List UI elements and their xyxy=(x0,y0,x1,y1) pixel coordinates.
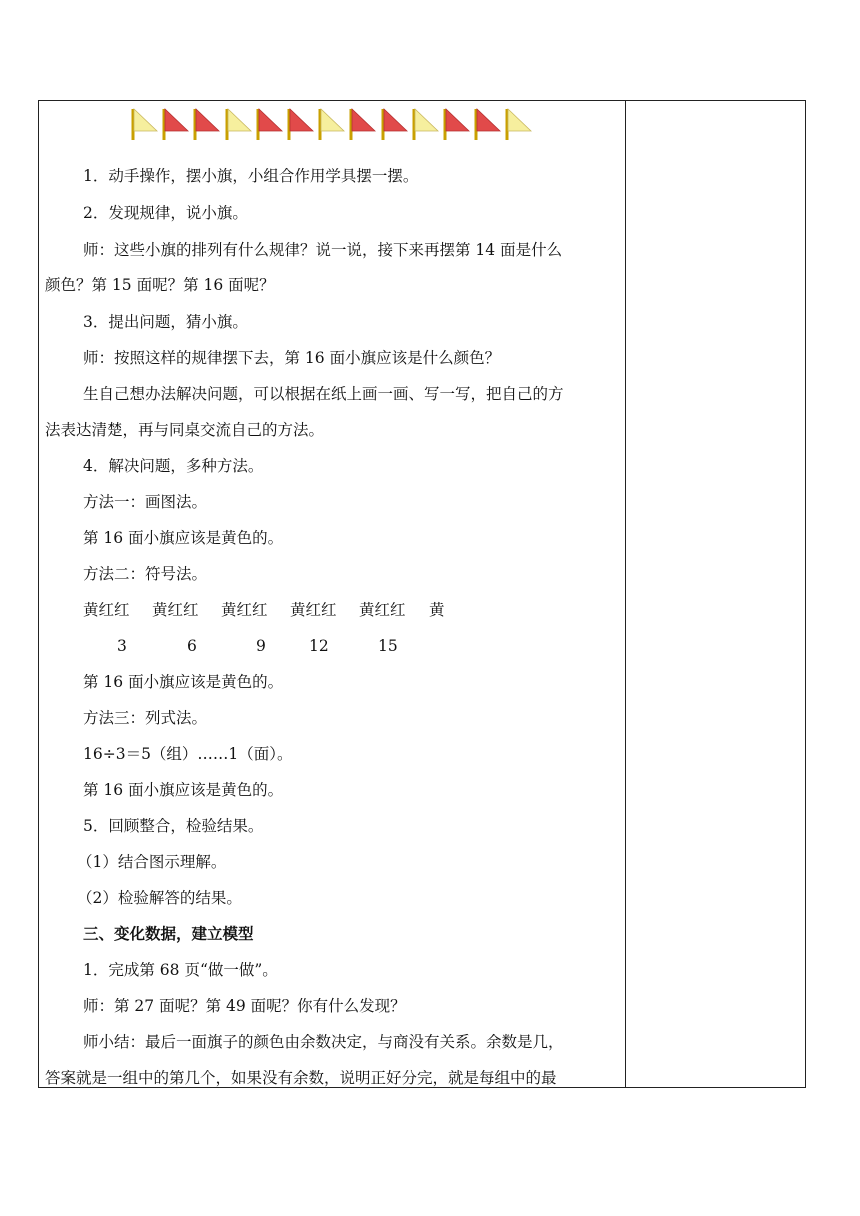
method-1-answer: 第 16 面小旗应该是黄色的。 xyxy=(83,529,284,547)
step-1-text: 1．动手操作，摆小旗，小组合作用学具摆一摆。 xyxy=(83,167,419,185)
flag-yellow-icon xyxy=(131,107,159,141)
method-1-title: 方法一：画图法。 xyxy=(83,493,208,511)
step-2-text: 2．发现规律，说小旗。 xyxy=(83,204,248,222)
flag-red-icon xyxy=(474,107,502,141)
lesson-table xyxy=(38,100,806,1088)
flag-red-icon xyxy=(287,107,315,141)
flag-red-icon xyxy=(162,107,190,141)
method-2-answer: 第 16 面小旗应该是黄色的。 xyxy=(83,673,284,691)
flag-yellow-icon xyxy=(412,107,440,141)
group-count: 15 xyxy=(378,637,398,655)
color-group: 黄红红 xyxy=(221,601,268,619)
division-equation: 16÷3＝5（组）……1（面）。 xyxy=(83,745,293,763)
flag-yellow-icon xyxy=(318,107,346,141)
method-2-title: 方法二：符号法。 xyxy=(83,565,208,583)
color-group: 黄 xyxy=(429,601,445,619)
teacher-question-2: 师：按照这样的规律摆下去，第 16 面小旗应该是什么颜色？ xyxy=(83,349,501,367)
group-count: 12 xyxy=(309,637,329,655)
notes-cell xyxy=(626,101,805,1087)
flag-yellow-icon xyxy=(225,107,253,141)
step-5-text: 5．回顾整合，检验结果。 xyxy=(83,817,264,835)
flag-yellow-icon xyxy=(505,107,533,141)
flag-red-icon xyxy=(193,107,221,141)
review-item-1: （1）结合图示理解。 xyxy=(77,853,227,871)
step-3-text: 3．提出问题，猜小旗。 xyxy=(83,313,248,331)
color-group: 黄红红 xyxy=(290,601,337,619)
color-group-row xyxy=(39,600,625,620)
color-group: 黄红红 xyxy=(359,601,406,619)
review-item-2: （2）检验解答的结果。 xyxy=(77,889,242,907)
flag-red-icon xyxy=(443,107,471,141)
student-activity-text: 生自己想办法解决问题，可以根据在纸上画一画、写一写，把自己的方 xyxy=(83,385,564,403)
teacher-summary: 师小结：最后一面旗子的颜色由余数决定，与商没有关系。余数是几， xyxy=(83,1033,564,1051)
exercise-text: 1．完成第 68 页“做一做”。 xyxy=(83,961,278,979)
color-group: 黄红红 xyxy=(83,601,130,619)
color-group: 黄红红 xyxy=(152,601,199,619)
step-4-text: 4．解决问题，多种方法。 xyxy=(83,457,264,475)
lesson-content-cell xyxy=(39,101,625,1087)
group-count: 6 xyxy=(187,637,197,655)
group-count: 3 xyxy=(117,637,127,655)
teacher-question-1-cont: 颜色？第 15 面呢？第 16 面呢？ xyxy=(45,276,275,294)
section-3-heading: 三、变化数据，建立模型 xyxy=(83,924,254,943)
student-activity-text-cont: 法表达清楚，再与同桌交流自己的方法。 xyxy=(45,421,325,439)
flag-red-icon xyxy=(349,107,377,141)
group-count: 9 xyxy=(256,637,266,655)
group-count-row xyxy=(39,636,625,656)
flag-sequence-illustration xyxy=(131,107,551,141)
flag-red-icon xyxy=(381,107,409,141)
teacher-question-3: 师：第 27 面呢？第 49 面呢？你有什么发现？ xyxy=(83,997,406,1015)
method-3-title: 方法三：列式法。 xyxy=(83,709,208,727)
teacher-question-1: 师：这些小旗的排列有什么规律？说一说，接下来再摆第 14 面是什么 xyxy=(83,241,563,259)
flag-red-icon xyxy=(256,107,284,141)
teacher-summary-cont: 答案就是一组中的第几个，如果没有余数，说明正好分完，就是每组中的最 xyxy=(45,1069,557,1087)
method-3-answer: 第 16 面小旗应该是黄色的。 xyxy=(83,781,284,799)
